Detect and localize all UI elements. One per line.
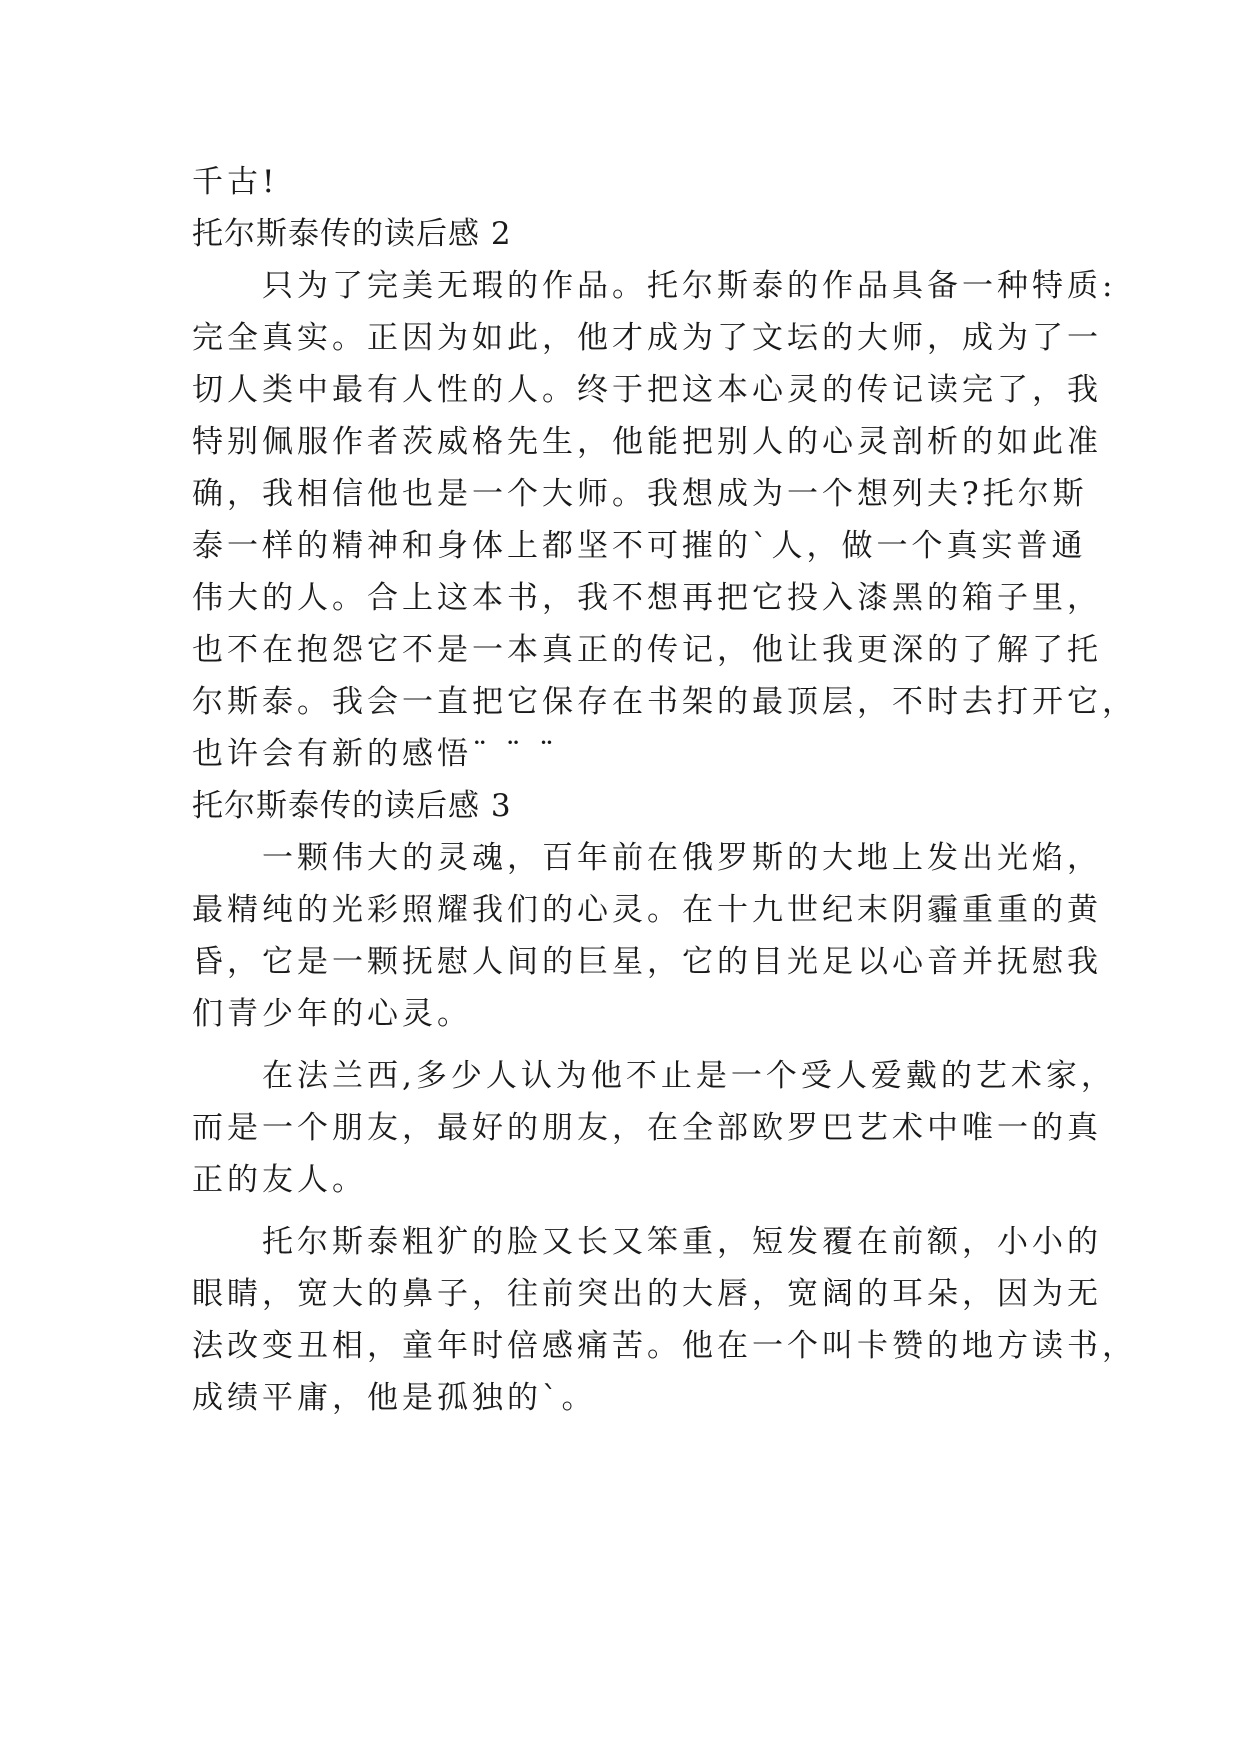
paragraph-line: 最精纯的光彩照耀我们的心灵。在十九世纪末阴霾重重的黄 [192,892,1102,928]
document-body [192,156,1137,1424]
paragraph-line: 也不在抱怨它不是一本真正的传记，他让我更深的了解了托 [192,632,1102,668]
paragraph-line: 在法兰西,多少人认为他不止是一个受人爱戴的艺术家， [262,1058,1116,1094]
paragraph-line: 确，我相信他也是一个大师。我想成为一个想列夫?托尔斯 [192,476,1088,512]
paragraph-spacer [192,1206,1067,1216]
paragraph-line: 昏，它是一颗抚慰人间的巨星，它的目光足以心音并抚慰我 [192,944,1102,980]
section-3-paragraph-2 [192,1050,1116,1206]
paragraph-spacer [192,1040,1067,1050]
paragraph-line: 成绩平庸，他是孤独的`。 [192,1380,597,1416]
paragraph-line: 们青少年的心灵。 [192,996,472,1032]
paragraph-line: 而是一个朋友，最好的朋友，在全部欧罗巴艺术中唯一的真 [192,1110,1102,1146]
paragraph-line: 泰一样的精神和身体上都坚不可摧的`人，做一个真实普通 [192,528,1087,564]
paragraph-line: 伟大的人。合上这本书，我不想再把它投入漆黑的箱子里， [192,580,1102,616]
paragraph-line: 法改变丑相，童年时倍感痛苦。他在一个叫卡赞的地方读书， [192,1328,1137,1364]
paragraph-line: 切人类中最有人性的人。终于把这本心灵的传记读完了，我 [192,372,1102,408]
paragraph-line: 特别佩服作者茨威格先生，他能把别人的心灵剖析的如此准 [192,424,1102,460]
section-3-paragraph-1 [192,832,1102,1040]
paragraph-line: 一颗伟大的灵魂，百年前在俄罗斯的大地上发出光焰， [262,840,1102,876]
paragraph-line: 托尔斯泰粗犷的脸又长又笨重，短发覆在前额，小小的 [262,1224,1102,1260]
section-3-paragraph-3 [192,1216,1137,1424]
section-2-paragraph [192,260,1137,780]
paragraph-line: 尔斯泰。我会一直把它保存在书架的最顶层，不时去打开它， [192,684,1137,720]
paragraph-line: 正的友人。 [192,1162,367,1198]
paragraph-line: 只为了完美无瑕的作品。托尔斯泰的作品具备一种特质: [262,268,1117,304]
section-heading-2: 托尔斯泰传的读后感 2 [192,216,512,252]
paragraph-line: 也许会有新的感悟¨ ¨ ¨ [192,736,559,772]
intro-line: 千古! [192,164,279,200]
paragraph-line: 眼睛，宽大的鼻子，往前突出的大唇，宽阔的耳朵，因为无 [192,1276,1102,1312]
paragraph-line: 完全真实。正因为如此，他才成为了文坛的大师，成为了一 [192,320,1102,356]
section-heading-3: 托尔斯泰传的读后感 3 [192,788,512,824]
